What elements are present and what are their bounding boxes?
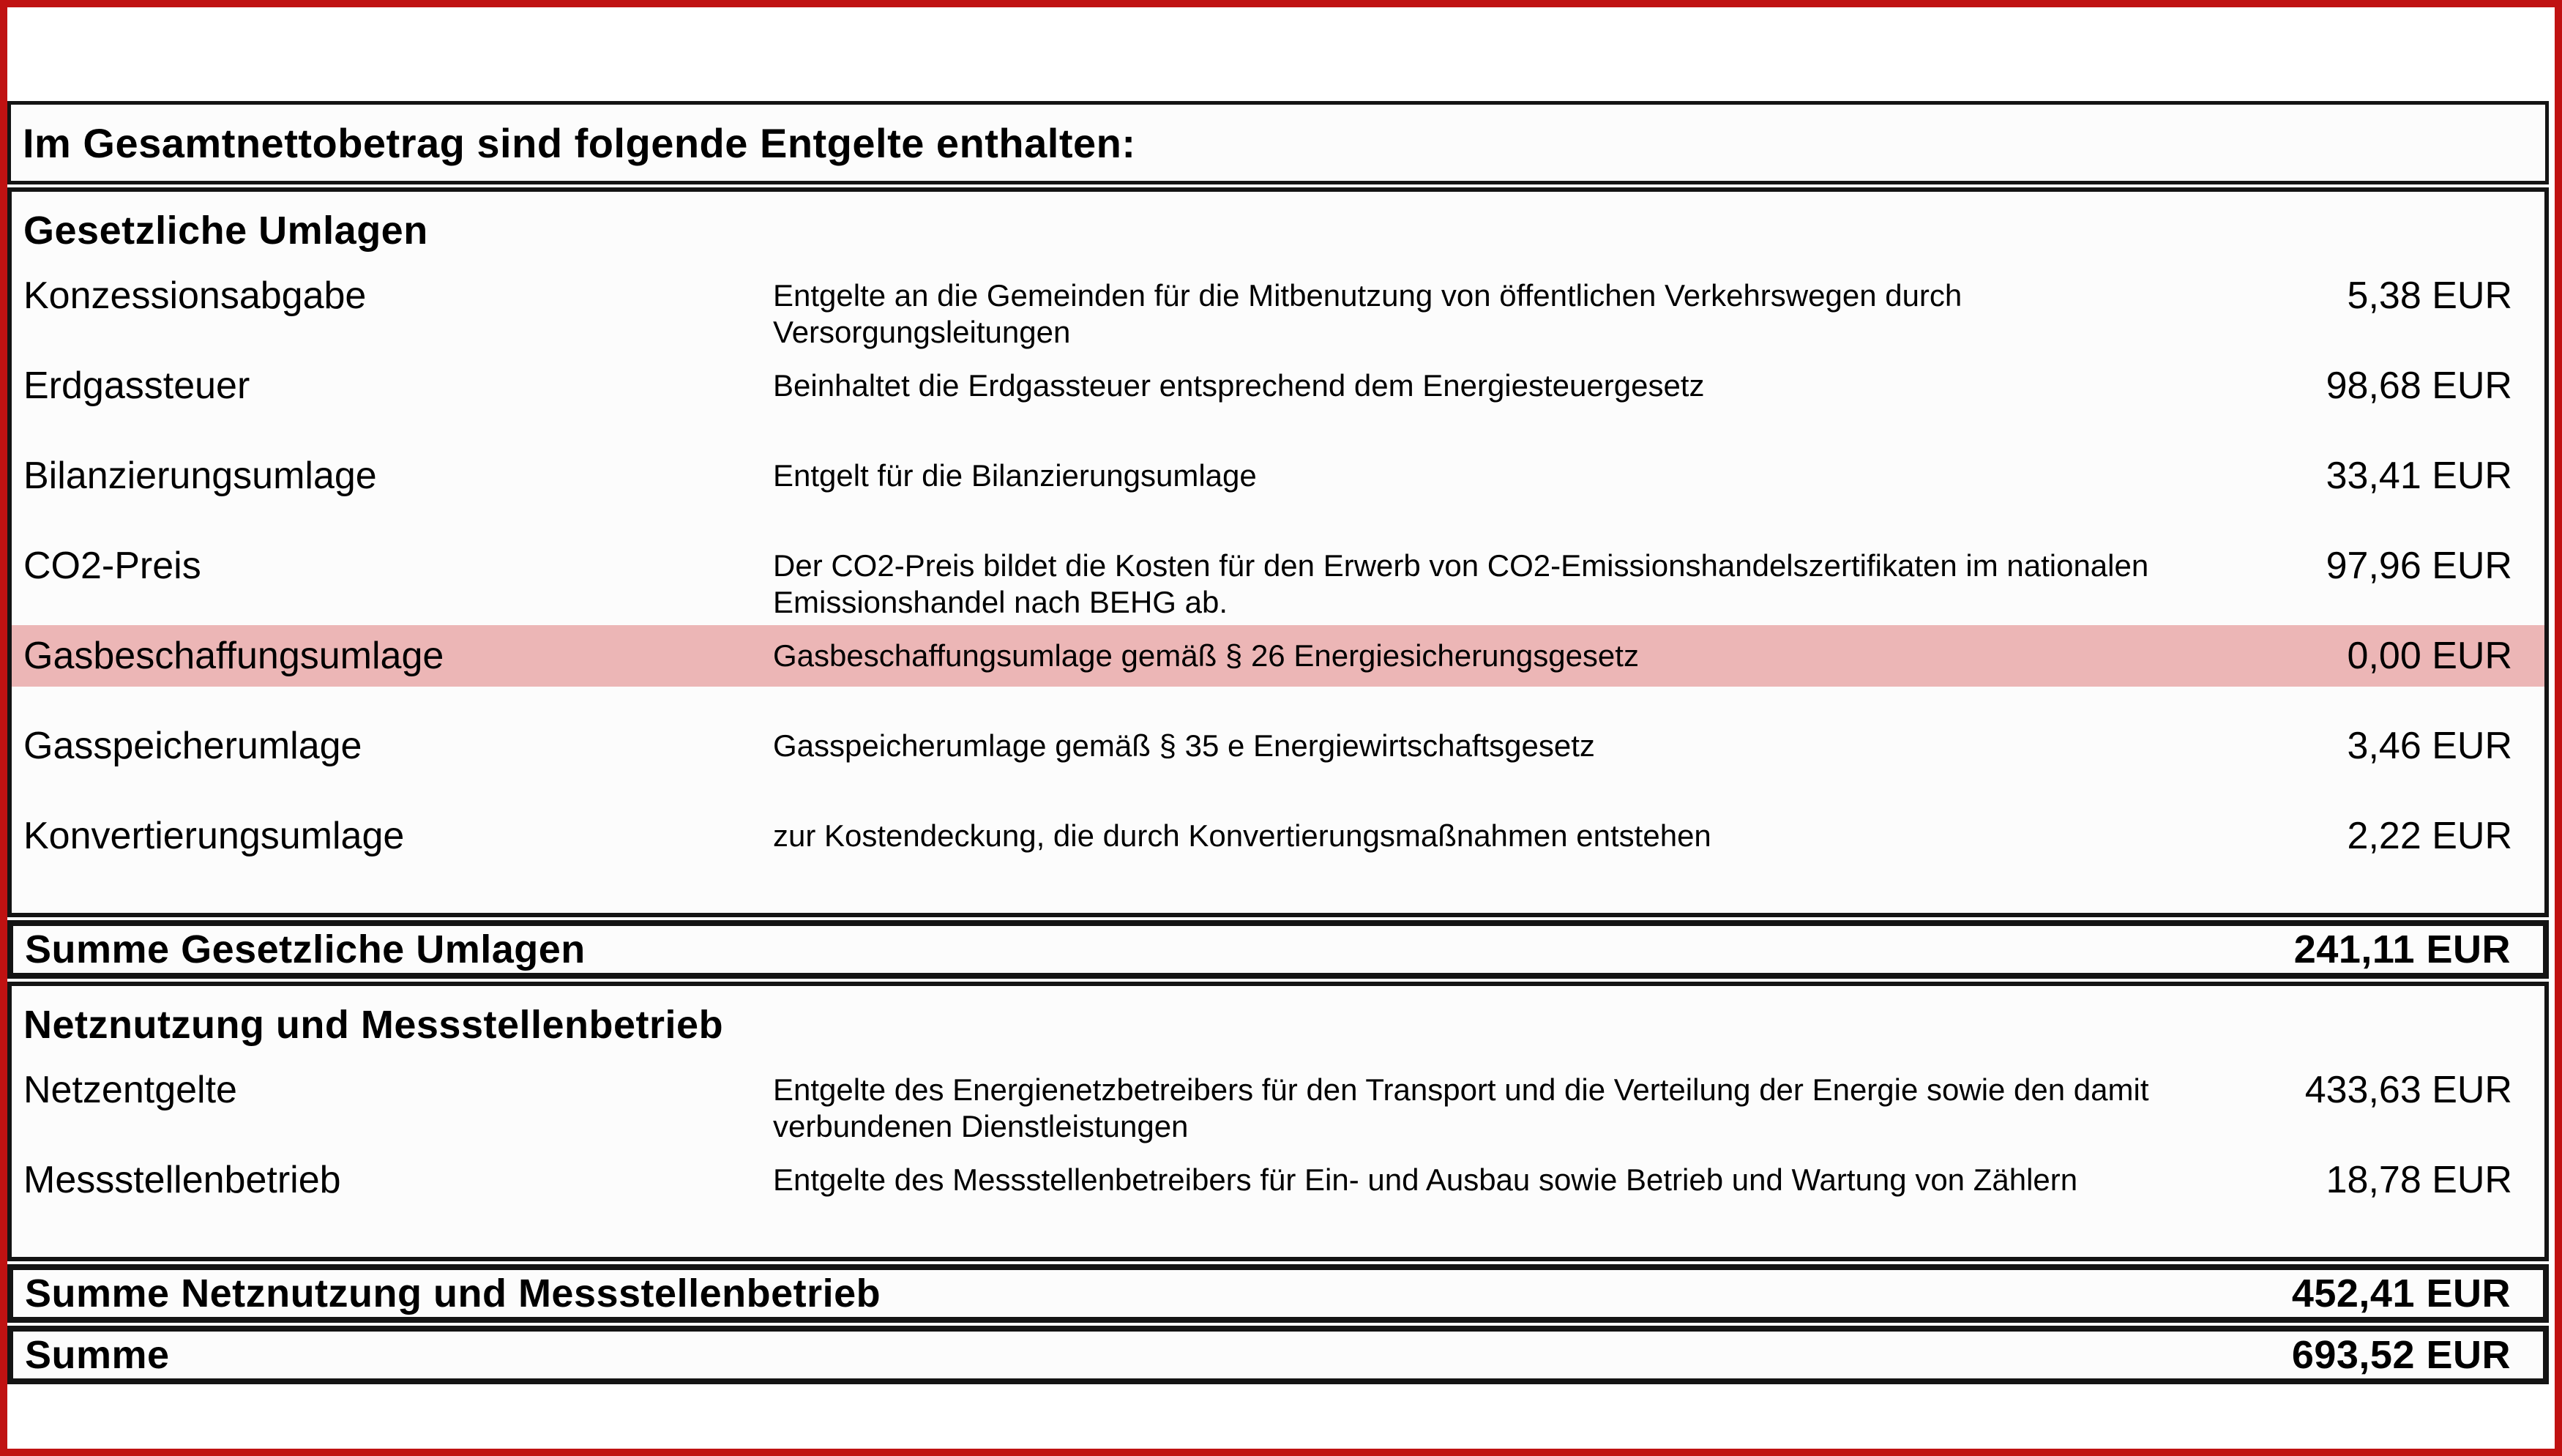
summary-amount: 241,11 EUR bbox=[2293, 927, 2511, 971]
section-header: Gesetzliche Umlagen bbox=[23, 209, 428, 253]
table-title-bar bbox=[7, 101, 2549, 184]
section-netznutzung bbox=[7, 982, 2549, 1261]
summary-row-gesetzliche-umlagen bbox=[7, 920, 2549, 979]
table-row bbox=[12, 1059, 2544, 1149]
table-row bbox=[12, 355, 2544, 445]
summary-label: Summe bbox=[25, 1333, 170, 1377]
row-amount: 97,96 EUR bbox=[2326, 545, 2512, 587]
row-label: Erdgassteuer bbox=[23, 365, 250, 407]
row-amount: 18,78 EUR bbox=[2326, 1159, 2512, 1201]
row-description: Entgelte an die Gemeinden für die Mitbenutzung von öffentlichen Verkehrswegen durch Versorgungsleitungen bbox=[773, 278, 1962, 349]
section-header: Netznutzung und Messstellenbetrieb bbox=[23, 1003, 724, 1047]
row-amount: 3,46 EUR bbox=[2347, 725, 2512, 767]
row-amount: 98,68 EUR bbox=[2326, 365, 2512, 407]
row-amount: 2,22 EUR bbox=[2347, 815, 2512, 857]
row-description: Beinhaltet die Erdgassteuer entsprechend dem Energiesteuergesetz bbox=[773, 368, 1705, 403]
row-label: Gasbeschaffungsumlage bbox=[23, 635, 444, 677]
row-description: Gasbeschaffungsumlage gemäß § 26 Energiesicherungsgesetz bbox=[773, 638, 1639, 673]
summary-label: Summe Netznutzung und Messstellenbetrieb bbox=[25, 1272, 881, 1315]
row-label: Gasspeicherumlage bbox=[23, 725, 362, 767]
row-amount: 0,00 EUR bbox=[2347, 635, 2512, 677]
row-description: Entgelte des Energienetzbetreibers für den Transport und die Verteilung der Energie sowie den damit verbundenen Dienstleistungen bbox=[773, 1072, 2149, 1143]
row-label: Bilanzierungsumlage bbox=[23, 455, 377, 497]
row-description: Entgelte des Messstellenbetreibers für Ein- und Ausbau sowie Betrieb und Wartung von Zählern bbox=[773, 1162, 2078, 1197]
summary-row-netznutzung bbox=[7, 1264, 2549, 1323]
row-description: zur Kostendeckung, die durch Konvertierungsmaßnahmen entstehen bbox=[773, 818, 1711, 853]
table-row bbox=[12, 445, 2544, 535]
table-row bbox=[12, 1149, 2544, 1239]
table-row bbox=[12, 805, 2544, 895]
row-label: Konvertierungsumlage bbox=[23, 815, 405, 857]
row-description: Gasspeicherumlage gemäß § 35 e Energiewirtschaftsgesetz bbox=[773, 728, 1595, 763]
row-description: Entgelt für die Bilanzierungsumlage bbox=[773, 458, 1257, 493]
row-label: Konzessionsabgabe bbox=[23, 275, 367, 317]
row-description: Der CO2-Preis bildet die Kosten für den Erwerb von CO2-Emissionshandelszertifikaten im nationalen Emissionshandel nach BEHG ab. bbox=[773, 548, 2149, 619]
table-row bbox=[12, 535, 2544, 625]
summary-amount: 452,41 EUR bbox=[2291, 1272, 2511, 1315]
summary-amount: 693,52 EUR bbox=[2291, 1333, 2511, 1377]
table-row-highlighted bbox=[12, 625, 2544, 715]
row-label: Messstellenbetrieb bbox=[23, 1159, 341, 1201]
row-amount: 33,41 EUR bbox=[2326, 455, 2512, 497]
table-title: Im Gesamtnettobetrag sind folgende Entgelte enthalten: bbox=[23, 119, 1136, 166]
table-row bbox=[12, 715, 2544, 805]
row-amount: 433,63 EUR bbox=[2304, 1069, 2512, 1111]
row-amount: 5,38 EUR bbox=[2347, 275, 2512, 317]
section-gesetzliche-umlagen bbox=[7, 187, 2549, 917]
row-label: CO2-Preis bbox=[23, 545, 201, 587]
charges-table bbox=[7, 101, 2549, 1384]
row-label: Netzentgelte bbox=[23, 1069, 237, 1111]
table-row bbox=[12, 265, 2544, 355]
summary-label: Summe Gesetzliche Umlagen bbox=[25, 927, 586, 971]
summary-row-total bbox=[7, 1326, 2549, 1384]
